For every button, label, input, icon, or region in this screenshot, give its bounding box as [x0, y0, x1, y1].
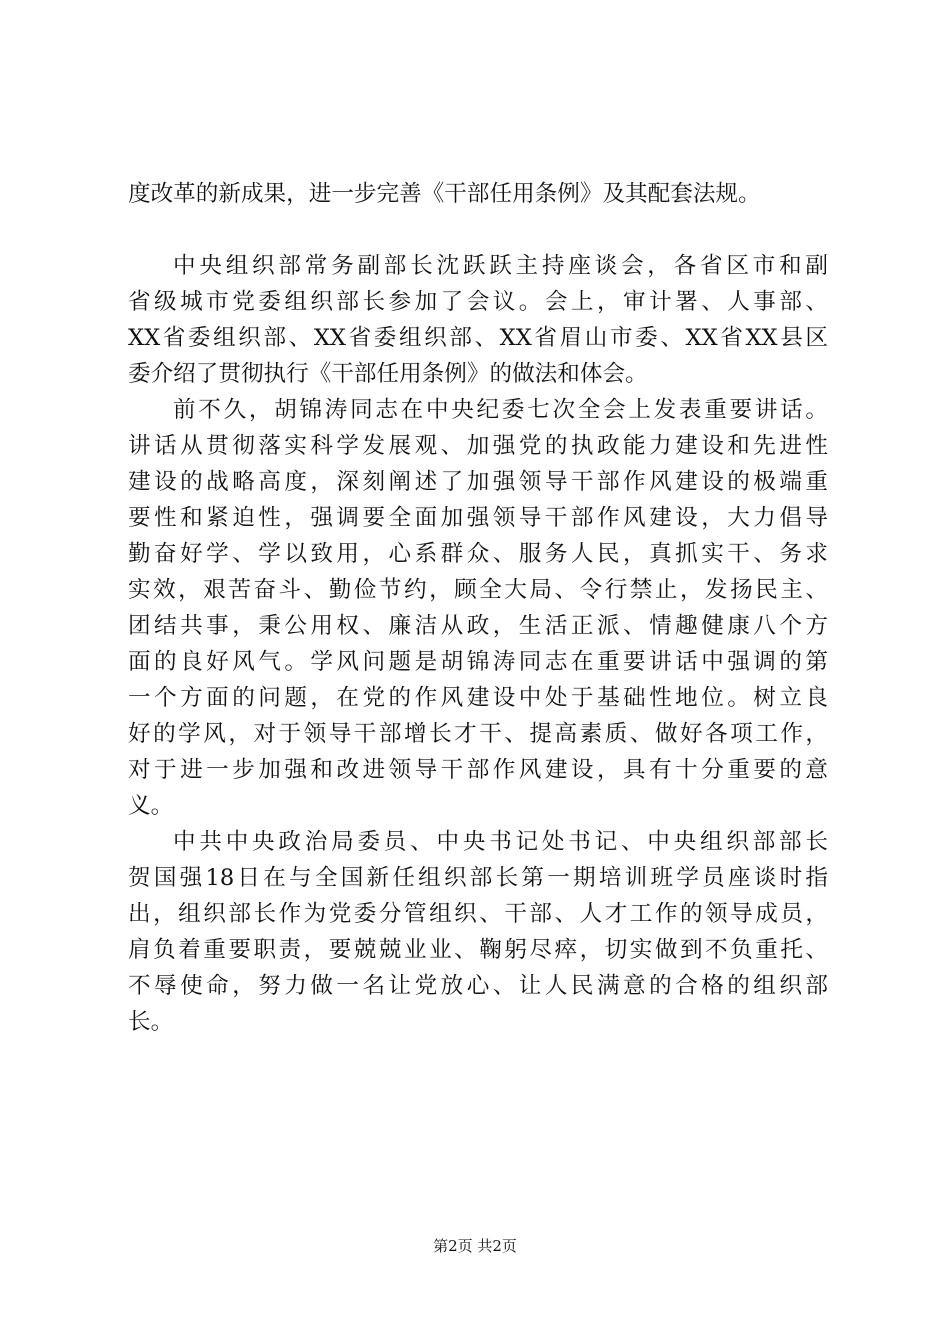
text-line: 团结共事，秉公用权、廉洁从政，生活正派、情趣健康八个方: [128, 613, 828, 639]
page-footer: [0, 1236, 950, 1256]
text-line: 委介绍了贯彻执行《干部任用条例》的做法和体会。: [128, 361, 648, 387]
text-line: 义。: [128, 793, 174, 819]
text-line: 面的良好风气。学风问题是胡锦涛同志在重要讲话中强调的第: [128, 649, 828, 675]
text-line: XX省委组织部、XX省委组织部、XX省眉山市委、XX省XX县区: [128, 325, 828, 351]
page-number: 第2页 共2页: [433, 1237, 517, 1255]
text-line: 前不久，胡锦涛同志在中央纪委七次全会上发表重要讲话。: [173, 397, 828, 423]
text-line: 讲话从贯彻落实科学发展观、加强党的执政能力建设和先进性: [128, 433, 828, 459]
text-line: 度改革的新成果，进一步完善《干部任用条例》及其配套法规。: [128, 181, 761, 207]
paragraph-continuation: [128, 176, 828, 212]
text-line: 好的学风，对于领导干部增长才干、提高素质、做好各项工作，: [128, 721, 828, 747]
text-line: 贺国强18日在与全国新任组织部长第一期培训班学员座谈时指: [128, 865, 828, 891]
paragraph-speech: [128, 392, 828, 824]
paragraph-gap: [128, 212, 828, 248]
text-line: 中共中央政治局委员、中央书记处书记、中央组织部部长: [173, 829, 828, 855]
text-line: 建设的战略高度，深刻阐述了加强领导干部作风建设的极端重: [128, 469, 828, 495]
text-line: 不辱使命，努力做一名让党放心、让人民满意的合格的组织部: [128, 973, 828, 999]
paragraph-symposium: [128, 248, 828, 392]
text-line: 实效，艰苦奋斗、勤俭节约，顾全大局、令行禁止，发扬民主、: [128, 577, 828, 603]
text-line: 一个方面的问题，在党的作风建设中处于基础性地位。树立良: [128, 685, 828, 711]
paragraph-he-guoqiang: [128, 824, 828, 1040]
text-line: 省级城市党委组织部长参加了会议。会上，审计署、人事部、: [128, 289, 828, 315]
document-body: [128, 176, 828, 1040]
text-line: 对于进一步加强和改进领导干部作风建设，具有十分重要的意: [128, 757, 828, 783]
text-line: 中央组织部常务副部长沈跃跃主持座谈会，各省区市和副: [173, 253, 828, 279]
text-line: 长。: [128, 1009, 174, 1035]
text-line: 肩负着重要职责，要兢兢业业、鞠躬尽瘁，切实做到不负重托、: [128, 937, 828, 963]
text-line: 出，组织部长作为党委分管组织、干部、人才工作的领导成员，: [128, 901, 828, 927]
text-line: 勤奋好学、学以致用，心系群众、服务人民，真抓实干、务求: [128, 541, 828, 567]
text-line: 要性和紧迫性，强调要全面加强领导干部作风建设，大力倡导: [128, 505, 828, 531]
